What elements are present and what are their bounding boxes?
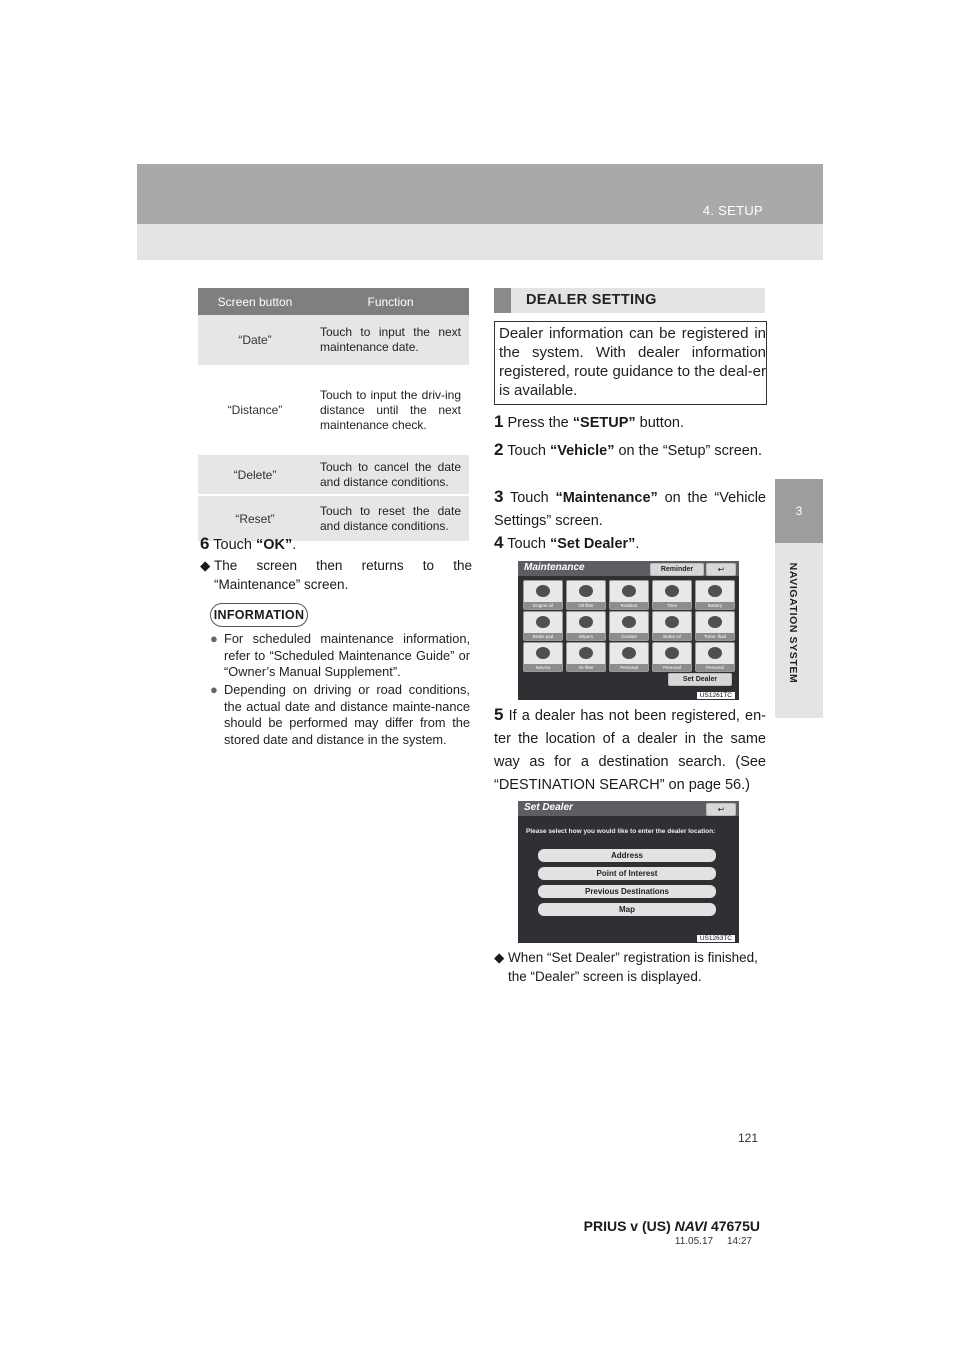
- maintenance-item-icon: [622, 647, 636, 659]
- step-text-end: on the “Vehicle Settings” screen.: [494, 490, 766, 529]
- back-icon[interactable]: ↩: [706, 563, 736, 576]
- maintenance-item-icon: [536, 585, 550, 597]
- step-text: Touch: [213, 537, 256, 553]
- step-text-end: on the “Setup” screen.: [614, 443, 762, 459]
- maintenance-item-icon: [708, 616, 722, 628]
- maintenance-item-label: Personal: [696, 664, 734, 671]
- maintenance-item-label: Oil filter: [567, 602, 605, 609]
- table-cell-function: Touch to input the next maintenance date.: [312, 315, 469, 365]
- print-timestamp: 11.05.17 14:27: [674, 1236, 752, 1247]
- maintenance-item-button[interactable]: [609, 642, 649, 672]
- maintenance-item-button[interactable]: [566, 611, 606, 641]
- heading-marker: [494, 288, 511, 313]
- step-bold-text: “Set Dealer”: [549, 536, 636, 552]
- bullet-text: The screen then returns to the “Maintenance” screen.: [214, 558, 472, 592]
- maintenance-item-label: Service: [524, 664, 562, 671]
- maintenance-item-button[interactable]: [523, 580, 563, 610]
- set-dealer-prompt: Please select how you would like to enter the dealer location:: [526, 828, 716, 835]
- information-label: INFORMATION: [210, 603, 308, 627]
- table-cell-function: Touch to cancel the date and distance conditions.: [312, 455, 469, 495]
- maintenance-item-icon: [579, 585, 593, 597]
- step-number: 4: [494, 533, 504, 552]
- dealer-setting-heading: [494, 288, 765, 313]
- set-dealer-screenshot: [518, 801, 739, 943]
- bullet-returns: [200, 556, 472, 594]
- bullet-dot-icon: ●: [210, 631, 218, 646]
- step-6: [200, 532, 472, 557]
- info-item-text: Depending on driving or road conditions, the actual date and distance mainte-nance should be performed may differ from the stored date and distance in the system.: [224, 682, 470, 747]
- info-item-text: For scheduled maintenance information, refer to “Scheduled Maintenance Guide” or “Owner’s Manual Supplement”.: [224, 631, 470, 679]
- back-icon[interactable]: ↩: [706, 803, 736, 816]
- maintenance-item-label: Coolant: [610, 633, 648, 640]
- step-4: [494, 531, 766, 556]
- bullet-dealer-finished: [494, 948, 766, 986]
- maintenance-screenshot: [518, 561, 739, 700]
- table-header-function: Function: [312, 288, 469, 315]
- table-row: [198, 315, 469, 365]
- maintenance-item-label: Rotation: [610, 602, 648, 609]
- step-number: 6: [200, 534, 210, 553]
- table-row: [198, 455, 469, 495]
- maintenance-item-label: Brake pad: [524, 633, 562, 640]
- model-name: PRIUS v (US): [583, 1218, 671, 1234]
- maintenance-item-label: Personal: [610, 664, 648, 671]
- screenshot-title: Set Dealer: [524, 802, 573, 813]
- step-number: 2: [494, 440, 504, 459]
- step-text: If a dealer has not been registered, en-ter the location of a dealer in the same way as for a destination search. (See “DESTINATION SEARCH” on page 56.): [494, 708, 766, 793]
- table-cell-button: “Date”: [198, 315, 312, 365]
- step-number: 3: [494, 487, 504, 506]
- maintenance-item-label: Personal: [653, 664, 691, 671]
- info-item: [210, 631, 470, 681]
- step-text: Touch: [509, 490, 556, 506]
- maintenance-item-button[interactable]: [652, 642, 692, 672]
- maintenance-item-icon: [579, 647, 593, 659]
- step-1: [494, 410, 766, 435]
- step-text-end: .: [292, 537, 297, 553]
- maintenance-item-button[interactable]: [566, 580, 606, 610]
- poi-option-button[interactable]: Point of Interest: [538, 867, 716, 880]
- maintenance-item-label: Air filter: [567, 664, 605, 671]
- step-text: Touch: [507, 443, 550, 459]
- table-row: [198, 365, 469, 455]
- table-cell-function: Touch to input the driv-ing distance until the next maintenance check.: [320, 387, 461, 432]
- dealer-heading-text: DEALER SETTING: [526, 292, 657, 308]
- maintenance-item-button[interactable]: [652, 580, 692, 610]
- maintenance-item-button[interactable]: [695, 580, 735, 610]
- maintenance-item-icon: [665, 616, 679, 628]
- table-cell-button: “Reset”: [198, 495, 312, 541]
- table-cell-button: “Distance”: [227, 403, 283, 417]
- model-code: 47675U: [710, 1218, 760, 1234]
- bullet-dot-icon: ●: [210, 682, 218, 697]
- chapter-number: 3: [795, 504, 803, 518]
- screenshot-code: US1263TC: [697, 935, 735, 942]
- set-dealer-button[interactable]: Set Dealer: [668, 673, 732, 686]
- maintenance-item-icon: [622, 585, 636, 597]
- previous-destinations-option-button[interactable]: Previous Destinations: [538, 885, 716, 898]
- reminder-button[interactable]: Reminder: [650, 563, 704, 576]
- maintenance-item-icon: [536, 616, 550, 628]
- step-3: [494, 485, 766, 533]
- maintenance-item-label: Tires: [653, 602, 691, 609]
- maintenance-item-button[interactable]: [695, 642, 735, 672]
- table-cell-button: “Delete”: [198, 455, 312, 495]
- maintenance-item-label: Battery: [696, 602, 734, 609]
- maintenance-item-button[interactable]: [566, 642, 606, 672]
- bullet-text: When “Set Dealer” registration is finished, the “Dealer” screen is displayed.: [508, 950, 758, 984]
- screenshot-code: US1261TC: [697, 692, 735, 699]
- maintenance-item-icon: [708, 647, 722, 659]
- maintenance-item-label: Wipers: [567, 633, 605, 640]
- info-item: [210, 682, 470, 748]
- dealer-intro-box: Dealer information can be registered in the system. With dealer information registered, route guidance to the deal-er is available.: [494, 321, 767, 405]
- step-text-end: .: [635, 536, 640, 552]
- step-text: Touch: [507, 536, 550, 552]
- step-bold-text: “Vehicle”: [549, 443, 615, 459]
- maintenance-item-button[interactable]: [652, 611, 692, 641]
- chapter-label: NAVIGATION SYSTEM: [787, 562, 799, 684]
- step-5: [494, 703, 766, 797]
- maintenance-item-button[interactable]: [695, 611, 735, 641]
- maintenance-item-button[interactable]: [609, 611, 649, 641]
- maintenance-item-icon: [536, 647, 550, 659]
- step-number: 1: [494, 412, 504, 431]
- maintenance-item-button[interactable]: [523, 642, 563, 672]
- function-table: [198, 288, 469, 541]
- maintenance-item-button[interactable]: [609, 580, 649, 610]
- maintenance-item-icon: [665, 585, 679, 597]
- address-option-button[interactable]: Address: [538, 849, 716, 862]
- maintenance-item-label: Brake oil: [653, 633, 691, 640]
- maintenance-item-label: Engine oil: [524, 602, 562, 609]
- chapter-label-wrap: [786, 548, 800, 698]
- model-line: [584, 1218, 760, 1234]
- maintenance-item-button[interactable]: [523, 611, 563, 641]
- chapter-tab: [775, 479, 823, 543]
- table-header-screen-button: Screen button: [198, 288, 312, 315]
- maintenance-item-label: Trans. fluid: [696, 633, 734, 640]
- step-text: Press the: [507, 415, 573, 431]
- maintenance-item-icon: [665, 647, 679, 659]
- navi-label: NAVI: [674, 1218, 708, 1234]
- step-text-end: button.: [635, 415, 684, 431]
- page-number: 121: [737, 1131, 758, 1145]
- maintenance-item-icon: [579, 616, 593, 628]
- maintenance-item-icon: [708, 585, 722, 597]
- bullet-diamond-icon: ◆: [200, 558, 211, 573]
- step-bold-text: “SETUP”: [572, 415, 636, 431]
- map-option-button[interactable]: Map: [538, 903, 716, 916]
- screenshot-title: Maintenance: [524, 562, 585, 573]
- step-number: 5: [494, 705, 504, 724]
- maintenance-item-icon: [622, 616, 636, 628]
- bullet-diamond-icon: ◆: [494, 950, 505, 965]
- step-bold-text: “OK”: [255, 537, 293, 553]
- section-title: 4. SETUP: [702, 203, 763, 218]
- header-subband: [137, 224, 823, 260]
- step-2: [494, 438, 766, 463]
- step-bold-text: “Maintenance”: [555, 490, 658, 506]
- table-cell-function: Touch to reset the date and distance conditions.: [312, 495, 469, 541]
